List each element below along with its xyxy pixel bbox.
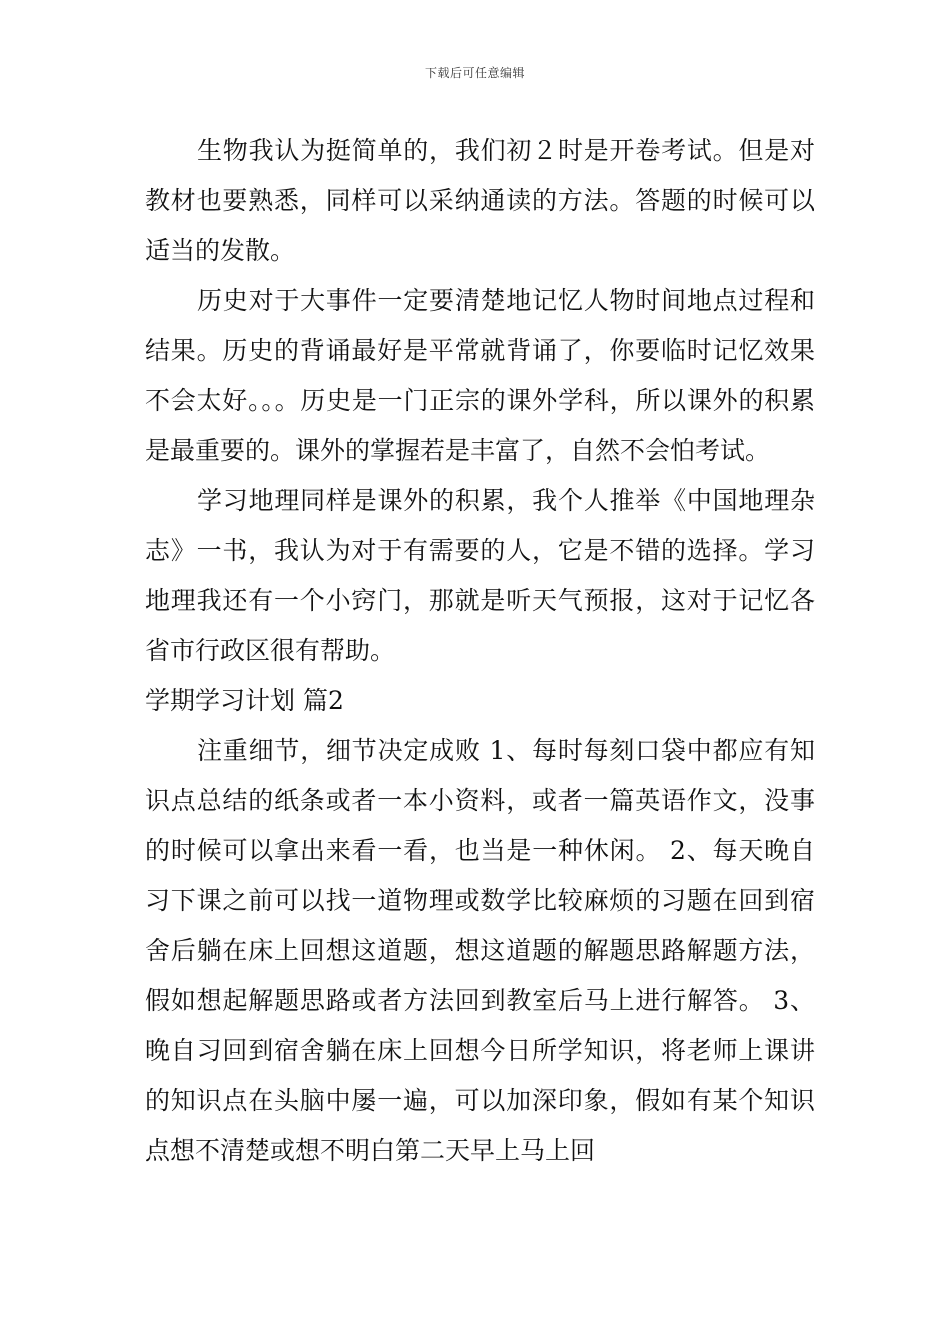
document-body [145,126,815,1176]
paragraph-details: 注重细节，细节决定成败 1、每时每刻口袋中都应有知识点总结的纸条或者一本小资料，或者一篇英语作文，没事的时候可以拿出来看一看，也当是一种休闲。 2、每天晚自习下课之前可以找一道物理或数学比较麻烦的习题在回到宿舍后躺在床上回想这道题，想这道题的解题思路解题方法，假如想起解题思路或者方法回到教室后马上进行解答。 3、晚自习回到宿舍躺在床上回想今日所学知识，将老师上课讲的知识点在头脑中屡一遍，可以加深印象，假如有某个知识点想不清楚或想不明白第二天早上马上回 [145,736,815,1165]
paragraph-history: 历史对于大事件一定要清楚地记忆人物时间地点过程和结果。历史的背诵最好是平常就背诵了，你要临时记忆效果不会太好。。。历史是一门正宗的课外学科，所以课外的积累是最重要的。课外的掌握若是丰富了，自然不会怕考试。 [145,286,815,465]
section-heading: 学期学习计划 篇2 [145,686,344,715]
paragraph-geography: 学习地理同样是课外的积累，我个人推举《中国地理杂志》一书，我认为对于有需要的人，它是不错的选择。学习地理我还有一个小窍门，那就是听天气预报，这对于记忆各省市行政区很有帮助。 [145,486,815,665]
page-header: 下载后可任意编辑 [424,66,525,80]
paragraph-biology: 生物我认为挺简单的，我们初２时是开卷考试。但是对教材也要熟悉，同样可以采纳通读的方法。答题的时候可以适当的发散。 [145,136,815,265]
